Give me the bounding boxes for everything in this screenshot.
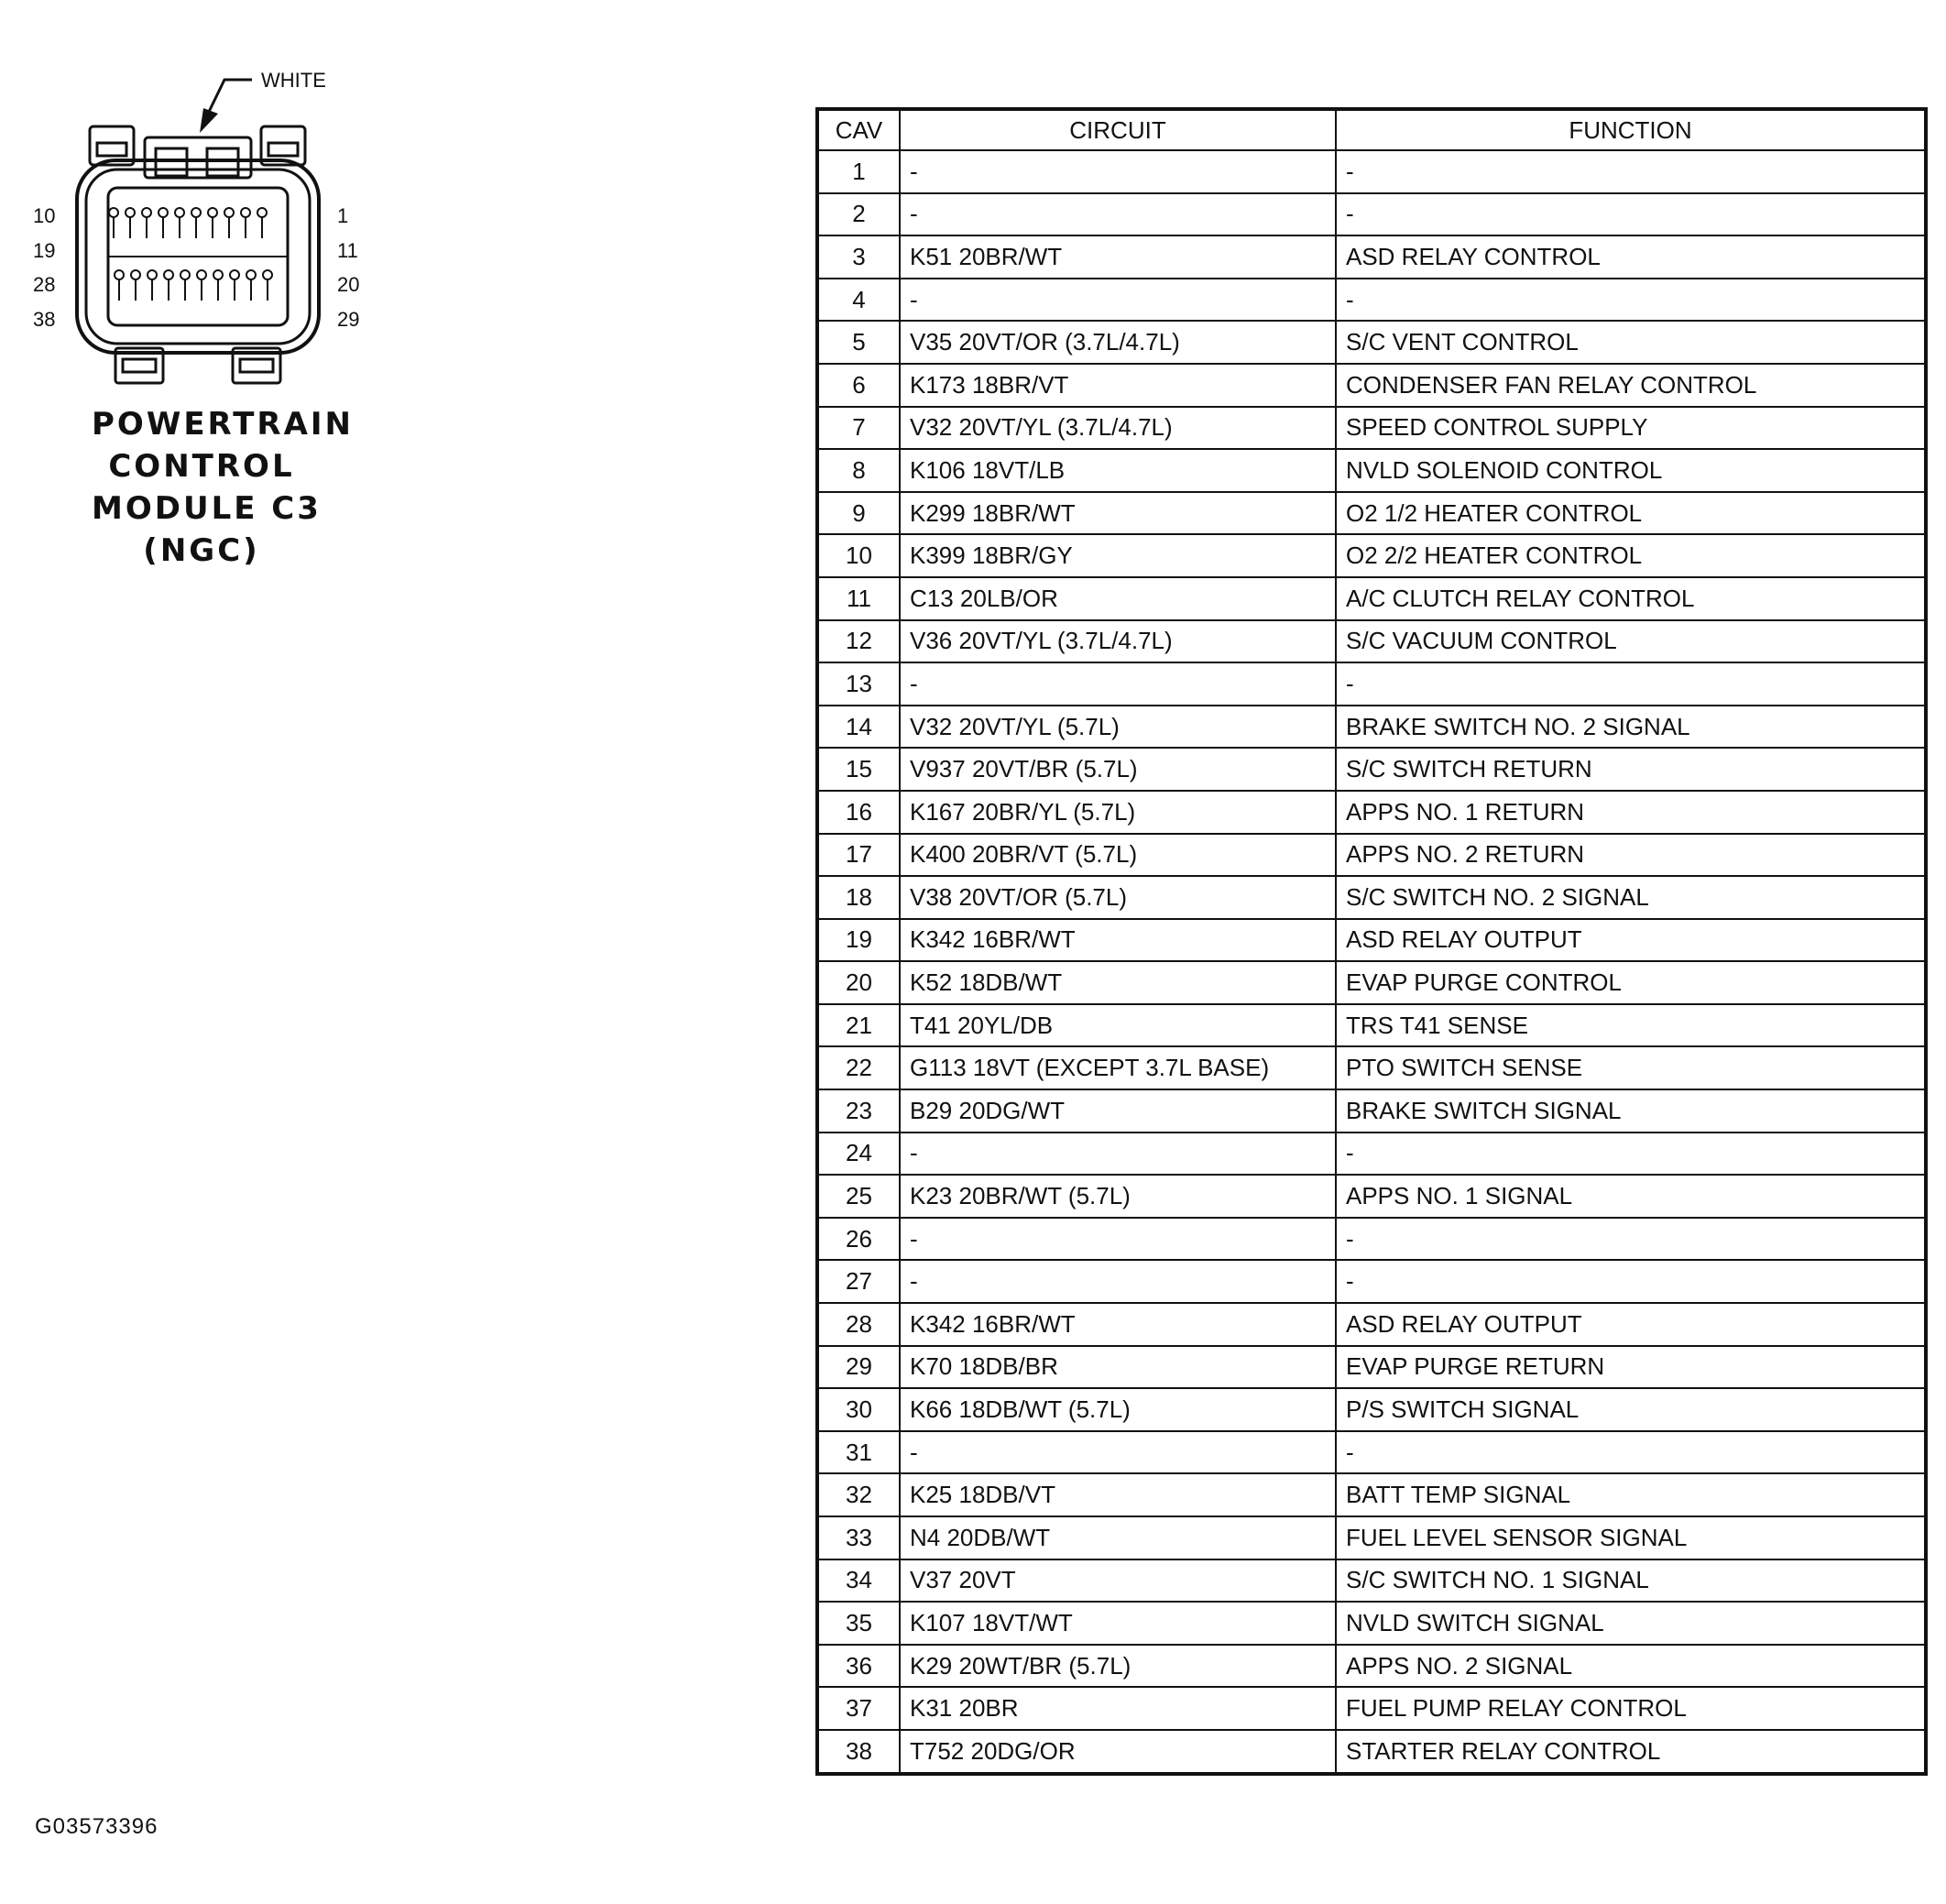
function-cell: ASD RELAY OUTPUT bbox=[1336, 1303, 1926, 1346]
function-cell: TRS T41 SENSE bbox=[1336, 1004, 1926, 1047]
circuit-cell: K107 18VT/WT bbox=[900, 1602, 1336, 1645]
circuit-cell: G113 18VT (EXCEPT 3.7L BASE) bbox=[900, 1046, 1336, 1089]
function-cell: APPS NO. 2 RETURN bbox=[1336, 834, 1926, 877]
table-row bbox=[817, 1730, 1926, 1774]
table-row bbox=[817, 1346, 1926, 1389]
cav-cell: 36 bbox=[817, 1645, 900, 1688]
function-cell: - bbox=[1336, 1431, 1926, 1474]
function-cell: SPEED CONTROL SUPPLY bbox=[1336, 407, 1926, 450]
function-cell: S/C VENT CONTROL bbox=[1336, 321, 1926, 364]
cav-cell: 10 bbox=[817, 534, 900, 577]
cav-cell: 16 bbox=[817, 791, 900, 834]
cav-cell: 6 bbox=[817, 364, 900, 407]
cav-cell: 35 bbox=[817, 1602, 900, 1645]
cav-cell: 8 bbox=[817, 449, 900, 492]
cav-cell: 14 bbox=[817, 706, 900, 749]
function-cell: S/C SWITCH NO. 2 SIGNAL bbox=[1336, 876, 1926, 919]
connector-title-line: (NGC) bbox=[143, 532, 260, 569]
cav-cell: 13 bbox=[817, 662, 900, 706]
cav-cell: 18 bbox=[817, 876, 900, 919]
header-function: FUNCTION bbox=[1336, 109, 1926, 150]
cav-cell: 20 bbox=[817, 961, 900, 1004]
connector-diagram bbox=[0, 0, 385, 394]
table-row bbox=[817, 1004, 1926, 1047]
function-cell: NVLD SOLENOID CONTROL bbox=[1336, 449, 1926, 492]
table-row bbox=[817, 1559, 1926, 1603]
function-cell: - bbox=[1336, 1218, 1926, 1261]
circuit-cell: K173 18BR/VT bbox=[900, 364, 1336, 407]
cav-cell: 11 bbox=[817, 577, 900, 620]
function-cell: STARTER RELAY CONTROL bbox=[1336, 1730, 1926, 1774]
function-cell: FUEL PUMP RELAY CONTROL bbox=[1336, 1687, 1926, 1730]
circuit-cell: V37 20VT bbox=[900, 1559, 1336, 1603]
circuit-cell: K342 16BR/WT bbox=[900, 919, 1336, 962]
circuit-cell: T752 20DG/OR bbox=[900, 1730, 1336, 1774]
circuit-cell: V36 20VT/YL (3.7L/4.7L) bbox=[900, 620, 1336, 663]
function-cell: O2 1/2 HEATER CONTROL bbox=[1336, 492, 1926, 535]
circuit-cell: V38 20VT/OR (5.7L) bbox=[900, 876, 1336, 919]
circuit-cell: K399 18BR/GY bbox=[900, 534, 1336, 577]
table-row bbox=[817, 1388, 1926, 1431]
circuit-cell: V32 20VT/YL (5.7L) bbox=[900, 706, 1336, 749]
cav-cell: 24 bbox=[817, 1133, 900, 1176]
pin-label-right: 20 bbox=[337, 273, 360, 296]
function-cell: A/C CLUTCH RELAY CONTROL bbox=[1336, 577, 1926, 620]
table-row bbox=[817, 492, 1926, 535]
cav-cell: 7 bbox=[817, 407, 900, 450]
circuit-cell: N4 20DB/WT bbox=[900, 1516, 1336, 1559]
table-row bbox=[817, 876, 1926, 919]
cav-cell: 26 bbox=[817, 1218, 900, 1261]
cav-cell: 1 bbox=[817, 150, 900, 193]
table-row bbox=[817, 1516, 1926, 1559]
circuit-cell: V32 20VT/YL (3.7L/4.7L) bbox=[900, 407, 1336, 450]
connector-title-line: MODULE C3 bbox=[92, 490, 322, 527]
cav-cell: 31 bbox=[817, 1431, 900, 1474]
table-row bbox=[817, 1218, 1926, 1261]
table-row bbox=[817, 791, 1926, 834]
connector-title-line: POWERTRAIN bbox=[92, 406, 354, 443]
function-cell: CONDENSER FAN RELAY CONTROL bbox=[1336, 364, 1926, 407]
table-row bbox=[817, 1602, 1926, 1645]
circuit-cell: - bbox=[900, 150, 1336, 193]
cav-cell: 30 bbox=[817, 1388, 900, 1431]
function-cell: EVAP PURGE CONTROL bbox=[1336, 961, 1926, 1004]
pin-label-left: 38 bbox=[33, 308, 56, 331]
function-cell: APPS NO. 1 SIGNAL bbox=[1336, 1175, 1926, 1218]
table-header-row bbox=[817, 109, 1926, 150]
cav-cell: 28 bbox=[817, 1303, 900, 1346]
function-cell: S/C SWITCH RETURN bbox=[1336, 748, 1926, 791]
cav-cell: 25 bbox=[817, 1175, 900, 1218]
circuit-cell: - bbox=[900, 1133, 1336, 1176]
circuit-cell: K52 18DB/WT bbox=[900, 961, 1336, 1004]
table-row bbox=[817, 150, 1926, 193]
table-row bbox=[817, 706, 1926, 749]
circuit-cell: T41 20YL/DB bbox=[900, 1004, 1336, 1047]
pin-label-left: 10 bbox=[33, 204, 56, 227]
cav-cell: 5 bbox=[817, 321, 900, 364]
callout-arrow-icon bbox=[200, 108, 218, 133]
cav-cell: 34 bbox=[817, 1559, 900, 1603]
cav-cell: 32 bbox=[817, 1473, 900, 1516]
circuit-cell: K167 20BR/YL (5.7L) bbox=[900, 791, 1336, 834]
table-row bbox=[817, 1303, 1926, 1346]
function-cell: FUEL LEVEL SENSOR SIGNAL bbox=[1336, 1516, 1926, 1559]
function-cell: APPS NO. 2 SIGNAL bbox=[1336, 1645, 1926, 1688]
callout-label: WHITE bbox=[261, 69, 326, 92]
cav-cell: 23 bbox=[817, 1089, 900, 1133]
circuit-cell: V937 20VT/BR (5.7L) bbox=[900, 748, 1336, 791]
table-row bbox=[817, 1645, 1926, 1688]
circuit-cell: K299 18BR/WT bbox=[900, 492, 1336, 535]
cav-cell: 4 bbox=[817, 279, 900, 322]
pin-row-2 bbox=[115, 270, 272, 301]
cav-cell: 29 bbox=[817, 1346, 900, 1389]
callout-leader-line bbox=[209, 80, 252, 112]
function-cell: BATT TEMP SIGNAL bbox=[1336, 1473, 1926, 1516]
table-row bbox=[817, 193, 1926, 236]
pin-label-right: 11 bbox=[337, 239, 358, 262]
function-cell: S/C VACUUM CONTROL bbox=[1336, 620, 1926, 663]
circuit-cell: V35 20VT/OR (3.7L/4.7L) bbox=[900, 321, 1336, 364]
table-row bbox=[817, 1431, 1926, 1474]
circuit-cell: K400 20BR/VT (5.7L) bbox=[900, 834, 1336, 877]
cav-cell: 12 bbox=[817, 620, 900, 663]
table-row bbox=[817, 1260, 1926, 1303]
function-cell: - bbox=[1336, 279, 1926, 322]
connector-title bbox=[92, 403, 354, 572]
circuit-cell: K31 20BR bbox=[900, 1687, 1336, 1730]
function-cell: PTO SWITCH SENSE bbox=[1336, 1046, 1926, 1089]
figure-id: G03573396 bbox=[35, 1814, 159, 1839]
circuit-cell: - bbox=[900, 1218, 1336, 1261]
pin-label-left: 28 bbox=[33, 273, 56, 296]
cav-cell: 17 bbox=[817, 834, 900, 877]
table-row bbox=[817, 407, 1926, 450]
function-cell: APPS NO. 1 RETURN bbox=[1336, 791, 1926, 834]
circuit-cell: K342 16BR/WT bbox=[900, 1303, 1336, 1346]
circuit-cell: - bbox=[900, 193, 1336, 236]
circuit-cell: K23 20BR/WT (5.7L) bbox=[900, 1175, 1336, 1218]
pinout-table bbox=[815, 107, 1928, 1776]
table-row bbox=[817, 748, 1926, 791]
function-cell: S/C SWITCH NO. 1 SIGNAL bbox=[1336, 1559, 1926, 1603]
table-row bbox=[817, 1089, 1926, 1133]
pin-label-right: 29 bbox=[337, 308, 360, 331]
circuit-cell: K25 18DB/VT bbox=[900, 1473, 1336, 1516]
function-cell: ASD RELAY OUTPUT bbox=[1336, 919, 1926, 962]
function-cell: P/S SWITCH SIGNAL bbox=[1336, 1388, 1926, 1431]
function-cell: O2 2/2 HEATER CONTROL bbox=[1336, 534, 1926, 577]
table-row bbox=[817, 321, 1926, 364]
cav-cell: 2 bbox=[817, 193, 900, 236]
pin-label-left: 19 bbox=[33, 239, 56, 262]
function-cell: BRAKE SWITCH NO. 2 SIGNAL bbox=[1336, 706, 1926, 749]
function-cell: ASD RELAY CONTROL bbox=[1336, 235, 1926, 279]
pin-row-1 bbox=[109, 208, 267, 238]
function-cell: - bbox=[1336, 1260, 1926, 1303]
table-row bbox=[817, 662, 1926, 706]
function-cell: - bbox=[1336, 1133, 1926, 1176]
circuit-cell: - bbox=[900, 1431, 1336, 1474]
cav-cell: 3 bbox=[817, 235, 900, 279]
cav-cell: 15 bbox=[817, 748, 900, 791]
cav-cell: 27 bbox=[817, 1260, 900, 1303]
function-cell: - bbox=[1336, 193, 1926, 236]
table-row bbox=[817, 534, 1926, 577]
circuit-cell: B29 20DG/WT bbox=[900, 1089, 1336, 1133]
cav-cell: 21 bbox=[817, 1004, 900, 1047]
circuit-cell: - bbox=[900, 1260, 1336, 1303]
table-row bbox=[817, 1687, 1926, 1730]
header-cav: CAV bbox=[817, 109, 900, 150]
table-row bbox=[817, 620, 1926, 663]
table-row bbox=[817, 961, 1926, 1004]
connector-title-line: CONTROL bbox=[108, 448, 295, 485]
circuit-cell: K70 18DB/BR bbox=[900, 1346, 1336, 1389]
cav-cell: 33 bbox=[817, 1516, 900, 1559]
table-row bbox=[817, 364, 1926, 407]
table-row bbox=[817, 919, 1926, 962]
circuit-cell: K106 18VT/LB bbox=[900, 449, 1336, 492]
table-row bbox=[817, 1175, 1926, 1218]
cav-cell: 22 bbox=[817, 1046, 900, 1089]
cav-cell: 38 bbox=[817, 1730, 900, 1774]
table-row bbox=[817, 1133, 1926, 1176]
function-cell: BRAKE SWITCH SIGNAL bbox=[1336, 1089, 1926, 1133]
table-row bbox=[817, 279, 1926, 322]
function-cell: - bbox=[1336, 662, 1926, 706]
table-row bbox=[817, 1046, 1926, 1089]
circuit-cell: K29 20WT/BR (5.7L) bbox=[900, 1645, 1336, 1688]
table-row bbox=[817, 1473, 1926, 1516]
function-cell: - bbox=[1336, 150, 1926, 193]
cav-cell: 9 bbox=[817, 492, 900, 535]
circuit-cell: K51 20BR/WT bbox=[900, 235, 1336, 279]
circuit-cell: K66 18DB/WT (5.7L) bbox=[900, 1388, 1336, 1431]
circuit-cell: - bbox=[900, 279, 1336, 322]
table-row bbox=[817, 235, 1926, 279]
pin-label-right: 1 bbox=[337, 204, 349, 227]
function-cell: EVAP PURGE RETURN bbox=[1336, 1346, 1926, 1389]
circuit-cell: - bbox=[900, 662, 1336, 706]
circuit-cell: C13 20LB/OR bbox=[900, 577, 1336, 620]
keying-block bbox=[145, 137, 251, 178]
function-cell: NVLD SWITCH SIGNAL bbox=[1336, 1602, 1926, 1645]
cav-cell: 37 bbox=[817, 1687, 900, 1730]
table-row bbox=[817, 449, 1926, 492]
table-row bbox=[817, 577, 1926, 620]
header-circuit: CIRCUIT bbox=[900, 109, 1336, 150]
table-row bbox=[817, 834, 1926, 877]
cav-cell: 19 bbox=[817, 919, 900, 962]
